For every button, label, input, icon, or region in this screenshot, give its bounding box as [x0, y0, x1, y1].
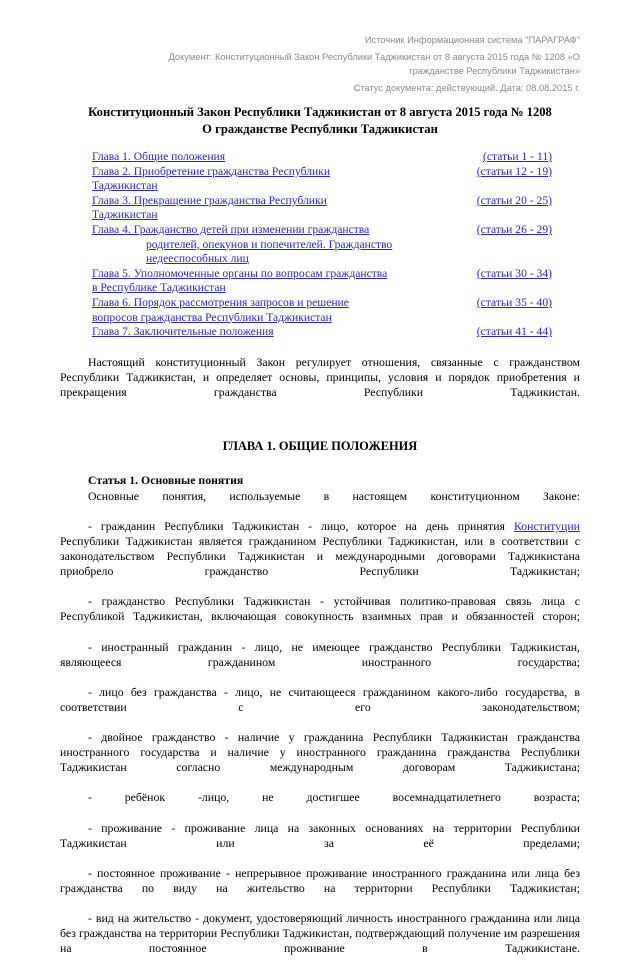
definition-citizen [60, 519, 580, 594]
definition-residence: - проживание - проживание лица на законных основаниях на территории Республики Таджикистан или за её пределами; [60, 820, 580, 850]
toc-link-chapter-4[interactable]: Глава 4. Гражданство детей при изменении гражданства [92, 222, 370, 236]
toc-articles-chapter-5[interactable]: (статьи 30 - 34) [476, 266, 552, 280]
spacer [60, 415, 580, 439]
title-line-1: Конституционный Закон Республики Таджикистан от 8 августа 2015 года № 1208 [88, 105, 552, 119]
toc-articles-wrap [467, 325, 552, 340]
toc-entry-chapter-5 [92, 267, 552, 296]
definition-foreign-citizen: - иностранный гражданин - лицо, не имеющее гражданство Республики Таджикистан, являющееся гражданином иностранного государства; [60, 639, 580, 669]
document-meta-header [60, 33, 580, 95]
toc-articles-wrap [467, 165, 552, 180]
definition-dual-citizenship: - двойное гражданство - наличие у гражданина Республики Таджикистан гражданства иностранного государства и наличие у иностранного гражданина гражданства Республики Таджикистан согласно международным договорам Таджикистана; [60, 730, 580, 775]
status-line: Статус документа: действующий. Дата: 08.08.2015 г. [353, 83, 580, 93]
article-1-heading: Статья 1. Основные понятия [88, 473, 244, 488]
toc-articles-wrap [467, 194, 552, 209]
toc-entry-label-wrap [92, 223, 392, 267]
toc-link-chapter-7[interactable]: Глава 7. Заключительные положения [92, 325, 274, 339]
toc-link-chapter-2[interactable]: Глава 2. Приобретение гражданства Республики [92, 164, 331, 178]
definition-citizenship: - гражданство Республики Таджикистан - устойчивая политико-правовая связь лица с Республикой Таджикистан, включающая совокупность взаимных прав и обязанностей сторон; [60, 594, 580, 624]
toc-entry-label-wrap [92, 325, 274, 340]
toc-link-chapter-3[interactable]: Глава 3. Прекращение гражданства Республики [92, 193, 327, 207]
definition-citizen-part-1: - гражданин Республики Таджикистан - лицо, которое на день принятия [88, 518, 514, 533]
toc-entry-label-wrap [92, 296, 349, 325]
document-body [60, 355, 580, 972]
spacer [60, 454, 580, 473]
document-line-1: Документ: Конституционный Закон Республики Таджикистан от 8 августа 2015 года № 1208 «О [168, 52, 580, 62]
definition-stateless-person: - лицо без гражданства - лицо, не считающееся гражданином какого-либо государства, в соответствии с его законодательством; [60, 684, 580, 714]
toc-articles-chapter-6[interactable]: (статьи 35 - 40) [476, 295, 552, 309]
definition-citizen-part-2: Республики Таджикистан является гражданином Республики Таджикистан, или в соответствии с законодательством Республики Таджикистан и международными договорами Таджикистана приобрело гражданство Республики Таджикистан; [60, 533, 580, 579]
toc-articles-wrap [467, 296, 552, 311]
toc-entry-label-wrap [92, 267, 387, 296]
toc-articles-wrap [467, 223, 552, 238]
toc-link-chapter-5-cont[interactable]: в Республике Таджикистан [92, 281, 226, 295]
title-line-2: О гражданстве Республики Таджикистан [202, 122, 438, 136]
toc-entry-chapter-4 [92, 223, 552, 267]
toc-link-chapter-4-sub-2[interactable]: недееспособных лиц [146, 252, 249, 266]
toc-entry-chapter-7 [92, 325, 552, 340]
toc-articles-chapter-2[interactable]: (статьи 12 - 19) [476, 164, 552, 178]
toc-articles-chapter-4[interactable]: (статьи 26 - 29) [476, 222, 552, 236]
page-title [60, 104, 580, 138]
toc-link-chapter-6[interactable]: Глава 6. Порядок рассмотрения запросов и решение [92, 295, 349, 309]
toc-link-chapter-6-cont[interactable]: вопросов гражданства Республики Таджикистан [92, 310, 332, 324]
constitution-link[interactable]: Конституции [513, 518, 580, 533]
toc-entry-label-wrap [92, 150, 225, 165]
toc-link-chapter-1[interactable]: Глава 1. Общие положения [92, 150, 226, 163]
toc-articles-chapter-1[interactable]: (статьи 1 - 11) [483, 150, 552, 163]
toc-link-chapter-3-cont[interactable]: Таджикистан [92, 208, 158, 222]
definition-permanent-residence: - постоянное проживание - непрерывное проживание иностранного гражданина или лица без гражданства по виду на жительство на территории Республики Таджикистан; [60, 865, 580, 895]
source-line: Источник Информационная система "ПАРАГРАФ" [364, 35, 580, 45]
toc-link-chapter-4-sub-1[interactable]: родителей, опекунов и попечителей. Гражданство [146, 237, 393, 251]
toc-entry-chapter-3 [92, 194, 552, 223]
toc-link-chapter-5[interactable]: Глава 5. Уполномоченные органы по вопросам гражданства [92, 266, 388, 280]
toc-entry-label-wrap [92, 194, 327, 223]
chapter-1-heading: ГЛАВА 1. ОБЩИЕ ПОЛОЖЕНИЯ [222, 439, 418, 454]
toc-articles-chapter-3[interactable]: (статьи 20 - 25) [476, 193, 552, 207]
toc-link-chapter-2-cont[interactable]: Таджикистан [92, 179, 158, 193]
document-line-2: гражданстве Республики Таджикистан» [409, 66, 580, 76]
preamble-paragraph: Настоящий конституционный Закон регулирует отношения, связанные с гражданством Республики Таджикистан, и определяет основы, принципы, условия и порядок приобретения и прекращения гражданства Республики Таджикистан. [60, 355, 580, 400]
toc-entry-label-wrap [92, 165, 330, 194]
definition-residence-permit: - вид на жительство - документ, удостоверяющий личность иностранного гражданина или лица без гражданства на территории Республики Таджикистан, подтверждающий получение им разрешения на постоянное проживание в Таджикистане. [60, 911, 580, 956]
toc-entry-chapter-1 [92, 150, 552, 165]
article-1-intro: Основные понятия, используемые в настоящем конституционном Законе: [88, 488, 580, 503]
table-of-contents [92, 150, 552, 340]
toc-entry-chapter-6 [92, 296, 552, 325]
toc-articles-wrap [473, 150, 552, 165]
toc-entry-chapter-2 [92, 165, 552, 194]
toc-articles-chapter-7[interactable]: (статьи 41 - 44) [476, 325, 552, 339]
toc-articles-wrap [467, 267, 552, 282]
definition-child: - ребёнок -лицо, не достигшее восемнадцатилетнего возраста; [88, 790, 580, 805]
